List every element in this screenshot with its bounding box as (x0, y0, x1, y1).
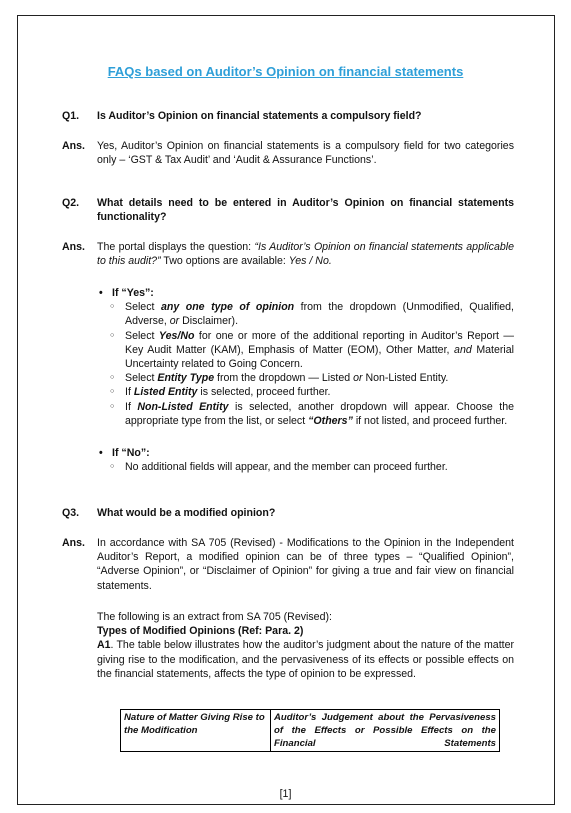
q2-label: Q2. (62, 197, 80, 209)
q2-yes-item-text: is selected, another dropdown will appear. Choose the appropriate type from the list, or select (125, 400, 514, 427)
q3-label: Q3. (62, 507, 80, 519)
q2-yes-item-emphasis: Listed Entity (133, 386, 198, 399)
q3-para-label: A1 (97, 639, 111, 652)
q3-question: What would be a modified opinion? (97, 507, 276, 519)
q2-yes-item-text: Select (125, 372, 158, 385)
q2-answer-options: Yes / No. (288, 255, 332, 268)
q2-answer-intro: The portal displays the question: (97, 241, 255, 253)
q2-yes-item (125, 371, 514, 385)
q2-yes-item-emphasis: Entity Type (157, 372, 215, 385)
q2-no-list (112, 446, 514, 474)
q1-answer: Yes, Auditor’s Opinion on financial statements is a compulsory field for two categories only – ‘GST & Tax Audit’ and ‘Audit & Assurance Functions’. (97, 140, 514, 167)
q2-yes-item (125, 400, 514, 428)
q2-yes-item-emphasis: Yes/No (158, 329, 195, 342)
q2-block (62, 196, 514, 224)
q2-yes-item-text: If (125, 386, 134, 399)
q3-para-text: . The table below illustrates how the auditor’s judgment about the nature of the matter giving rise to the modification, and the pervasiveness of its effects or possible effects on the financial statements, affects the type of opinion to be expressed. (97, 639, 514, 680)
table-header-row (121, 710, 500, 752)
q2-yes-item (125, 385, 514, 399)
q3-extract-intro: The following is an extract from SA 705 (Revised): (97, 611, 332, 623)
q2-no-section (62, 446, 514, 474)
q2-answer-quote: “Is Auditor’s Opinion on financial statements applicable to this audit?” (97, 241, 514, 268)
modified-opinion-table (120, 709, 500, 752)
q1-ans-label: Ans. (62, 140, 85, 152)
q2-yes-item-text: Material Uncertainty related to Going Concern. (125, 343, 514, 371)
q2-yes-item-text: is selected, proceed further. (197, 386, 331, 399)
q2-if-yes-label: If “Yes”: (112, 287, 154, 299)
q2-if-no (112, 446, 514, 474)
q3-answer-block (62, 536, 514, 593)
q3-para (97, 638, 514, 681)
q2-yes-item-emphasis: any one type of opinion (160, 301, 295, 314)
q2-yes-item-text: or (169, 315, 180, 328)
q2-yes-item-text: If (125, 400, 138, 413)
page-number: [1] (279, 788, 292, 800)
q1-question: Is Auditor’s Opinion on financial statements a compulsory field? (97, 110, 422, 122)
q2-answer (97, 240, 514, 268)
q2-if-no-label: If “No”: (112, 447, 150, 459)
q2-question: What details need to be entered in Auditor’s Opinion on financial statements functionality? (97, 197, 514, 224)
q2-answer-tail: Two options are available: (160, 255, 289, 268)
q2-yes-item-text: Non-Listed Entity. (362, 372, 449, 385)
q2-yes-item (125, 300, 514, 328)
q2-ans-label: Ans. (62, 241, 85, 253)
q2-no-item: ○ No additional fields will appear, and the member can proceed further. (125, 460, 514, 474)
q1-answer-block (62, 139, 514, 167)
q3-extract-block (62, 610, 514, 681)
q2-yes-item-strong (137, 401, 228, 413)
q2-no-items (125, 460, 514, 474)
q2-answer-block (62, 240, 514, 268)
q1-block (62, 109, 514, 123)
q2-yes-item-text: from the dropdown — Listed (214, 372, 354, 385)
q2-yes-item-emphasis: Non-Listed Entity (137, 400, 229, 413)
q1-label: Q1. (62, 110, 80, 122)
q2-yes-item-strong (161, 301, 294, 313)
q3-ans-label: Ans. (62, 537, 85, 549)
q2-yes-item-strong (159, 330, 195, 342)
q2-yes-item (125, 329, 514, 372)
q2-yes-item-text: Select (125, 301, 161, 314)
q2-yes-item-text: and (454, 343, 472, 356)
document-title: FAQs based on Auditor’s Opinion on financial statements (107, 64, 464, 79)
q2-yes-item-others: “Others” (308, 414, 353, 427)
q3-block (62, 506, 514, 520)
q3-extract-heading: Types of Modified Opinions (Ref: Para. 2) (97, 625, 304, 638)
q2-yes-list (112, 286, 514, 428)
q2-yes-item-text: or (353, 372, 363, 385)
q3-answer: In accordance with SA 705 (Revised) - Modifications to the Opinion in the Independent Auditor’s Report, a modified opinion can be of three types – “Qualified Opinion”, “Adverse Opinion”, or “Disclaimer of Opinion” for giving a true and fair view on financial statements. (97, 537, 514, 592)
table-header-nature: Nature of Matter Giving Rise to the Modification (121, 710, 271, 752)
q2-yes-item-text: if not listed, and proceed further. (352, 414, 508, 427)
q2-yes-item-text: Disclaimer). (179, 315, 239, 328)
q2-yes-item-text: for one or more of the additional reporting in Auditor’s Report — Key Audit Matter (KAM), Emphasis of Matter (EOM), Other Matter, (125, 329, 514, 356)
table-header-judgement: Auditor’s Judgement about the Pervasiveness of the Effects or Possible Effects on the Financial Statements (271, 710, 500, 752)
q2-if-yes (112, 286, 514, 428)
q2-yes-item-strong (157, 372, 214, 384)
q2-yes-items (125, 300, 514, 428)
q2-yes-item-text: Select (125, 329, 159, 342)
q2-yes-item-strong (134, 386, 198, 398)
q2-yes-item-strong (308, 415, 353, 427)
q2-yes-item-text: from the dropdown (Unmodified, Qualified, Adverse, (125, 301, 514, 328)
q2-yes-section (62, 286, 514, 428)
